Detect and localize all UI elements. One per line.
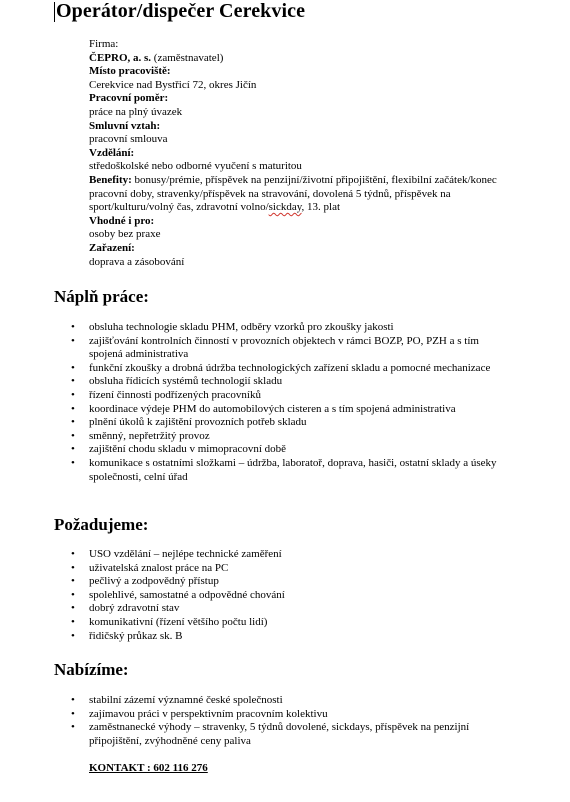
list-item: • plnění úkolů k zajištění provozních potřeb skladu [71, 416, 511, 430]
list-item: • funkční zkoušky a drobná údržba technologických zařízení skladu a pomocné mechanizace [71, 362, 511, 376]
misto-value: Cerekvice nad Bystřicí 72, okres Jičín [89, 78, 257, 91]
benefity-text-after: , 13. plat [301, 201, 341, 214]
list-item: • komunikativní (řízení většího počtu lidí) [71, 616, 511, 630]
zarazeni-label: Zařazení: [89, 241, 135, 254]
pozadujeme-list [71, 548, 511, 643]
list-item: • USO vzdělání – nejlépe technické zaměření [71, 548, 511, 562]
list-item: • stabilní zázemí významné české společnosti [71, 694, 511, 708]
zarazeni-value: doprava a zásobování [89, 255, 185, 268]
list-item: • koordinace výdeje PHM do automobilových cisteren a s tím spojená administrativa [71, 403, 511, 417]
nabizime-heading: Nabízíme: [54, 660, 129, 679]
benefity-row [89, 174, 529, 215]
list-item: • komunikace s ostatními složkami – údržba, laboratoř, doprava, hasiči, ostatní sklady a úseky společnosti, celní úřad [71, 457, 511, 484]
list-item: • směnný, nepřetržitý provoz [71, 430, 511, 444]
pomer-label: Pracovní poměr: [89, 92, 169, 105]
list-item: • řízení činnosti podřízených pracovníků [71, 389, 511, 403]
misto-label: Místo pracoviště: [89, 65, 171, 78]
list-item: • zaměstnanecké výhody – stravenky, 5 týdnů dovolené, sickdays, příspěvek na penzijní připojištění, zvýhodněné ceny paliva [71, 721, 511, 748]
vhodne-label: Vhodné i pro: [89, 214, 155, 227]
nabizime-list [71, 694, 511, 748]
contact-phone: KONTAKT : 602 116 276 [89, 762, 208, 774]
list-item: • zajištění chodu skladu v mimopracovní době [71, 443, 511, 457]
vzdelani-label: Vzdělání: [89, 146, 135, 159]
list-item: • obsluha řídicích systémů technologií skladu [71, 375, 511, 389]
list-item: • pečlivý a zodpovědný přístup [71, 575, 511, 589]
text-cursor [54, 2, 55, 22]
vhodne-value: osoby bez praxe [89, 228, 161, 241]
vztah-label: Smluvní vztah: [89, 119, 161, 132]
page-title: Operátor/dispečer Cerekvice [56, 0, 306, 22]
list-item: • řidičský průkaz sk. B [71, 630, 511, 644]
list-item: • zajímavou práci v perspektivním pracovním kolektivu [71, 708, 511, 722]
firma-name: ČEPRO, a. s. [89, 51, 152, 64]
pomer-value: práce na plný úvazek [89, 105, 183, 118]
firma-note: (zaměstnavatel) [151, 51, 224, 64]
job-info-block [89, 38, 529, 269]
benefity-text-before: bonusy/prémie, příspěvek na penzijní/životní připojištění, flexibilní začátek/konec pracovní doby, stravenky/příspěvek na stravování, dovolená 5 týdnů, příspěvek na sport/kulturu/volný čas, zdravotní volno/ [89, 173, 497, 214]
pozadujeme-heading: Požadujeme: [54, 515, 149, 534]
vzdelani-value: středoškolské nebo odborné vyučení s maturitou [89, 160, 302, 173]
list-item: • zajišťování kontrolních činností v provozních objektech v rámci BOZP, PO, PZH a s tím spojená administrativa [71, 335, 511, 362]
benefity-sickday: sickday [268, 201, 302, 214]
vztah-value: pracovní smlouva [89, 133, 168, 146]
napln-list [71, 321, 511, 484]
list-item: • obsluha technologie skladu PHM, odběry vzorků pro zkoušky jakosti [71, 321, 511, 335]
benefity-label: Benefity: [89, 173, 132, 186]
list-item: • uživatelská znalost práce na PC [71, 562, 511, 576]
firma-label: Firma: [89, 38, 119, 50]
firma-value [89, 52, 529, 66]
list-item: • spolehlivé, samostatné a odpovědné chování [71, 589, 511, 603]
list-item: • dobrý zdravotní stav [71, 602, 511, 616]
napln-heading: Náplň práce: [54, 287, 149, 306]
